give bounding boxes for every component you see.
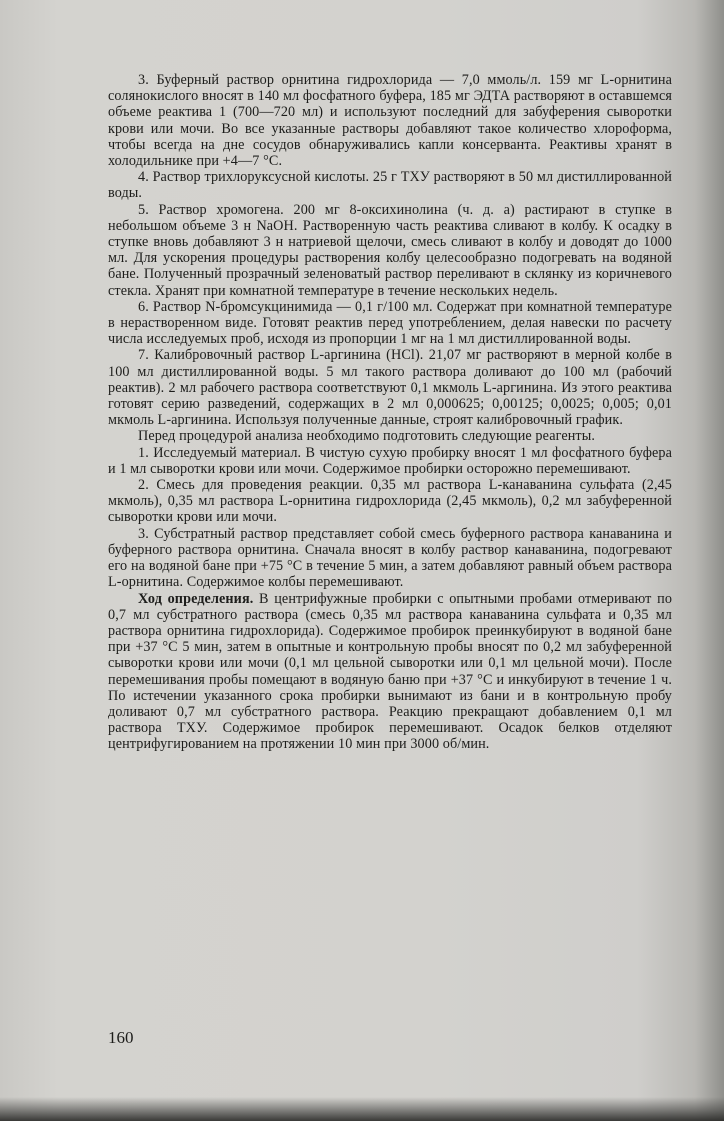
- paragraph-calibration-solution: 7. Калибровочный раствор L-аргинина (НСl). 21,07 мг растворяют в мерной колбе в 100 мл дистиллированной воды. 5 мл такого раствора доливают до 100 мл (рабочий реактив). 2 мл рабочего раствора соответствуют 0,1 мкмоль L-аргинина. Из этого реактива готовят серию разведений, содержащих в 2 мл 0,000625; 0,00125; 0,0025; 0,005; 0,01 мкмоль L-аргинина. Используя полученные данные, строят калибровочный график.: [108, 347, 672, 429]
- paragraph-procedure: [108, 591, 672, 753]
- procedure-text: В центрифужные пробирки с опытными пробами отмеривают по 0,7 мл субстратного раствора (смесь 0,35 мл раствора канаванина сульфата и 0,35 мл раствора орнитина гидрохлорида). Содержимое пробирок преинкубируют в водяной бане при +37 °С 5 мин, затем в опытные и контрольную пробы вносят по 0,2 мл забуференной сыворотки крови или мочи (0,1 мл цельной сыворотки или 0,1 мл цельной мочи). После перемешивания пробы помещают в водяную баню при +37 °С и инкубируют в течение 1 ч. По истечении указанного срока пробирки вынимают из бани и в контрольную пробу доливают 0,7 мл субстратного раствора. Реакцию прекращают добавлением 0,1 мл раствора ТХУ. Содержимое пробирок перемешивают. Осадок белков отделяют центрифугированием на протяжении 10 мин при 3000 об/мин.: [108, 590, 673, 753]
- page-number: 160: [108, 1028, 134, 1047]
- paragraph-reagents-intro: Перед процедурой анализа необходимо подготовить следующие реагенты.: [138, 428, 595, 445]
- paragraph-chromogen-solution: 5. Раствор хромогена. 200 мг 8-оксихинолина (ч. д. а) растирают в ступке в небольшом объеме 3 н NaOH. Растворенную часть реактива сливают в колбу. К осадку в ступке вновь добавляют 3 н натриевой щелочи, смесь сливают в колбу и доводят до 1000 мл. Для ускорения процедуры растворения колбу целесообразно подогревать на водяной бане. Полученный прозрачный зеленоватый раствор переливают в склянку из коричневого стекла. Хранят при комнатной температуре в течение нескольких недель.: [108, 201, 672, 299]
- procedure-heading: Ход определения.: [138, 590, 254, 607]
- paragraph-tca-solution: 4. Раствор трихлоруксусной кислоты. 25 г ТХУ растворяют в 50 мл дистиллированной воды.: [108, 169, 672, 202]
- paragraph-substrate-solution: 3. Субстратный раствор представляет собой смесь буферного раствора канаванина и буферного раствора орнитина. Сначала вносят в колбу раствор канаванина, подогревают его на водяной бане при +75 °С в течение 5 мин, а затем добавляют равный объем раствора L-орнитина. Содержимое колбы перемешивают.: [108, 525, 672, 591]
- paragraph-nbs-solution: 6. Раствор N-бромсукцинимида — 0,1 г/100 мл. Содержат при комнатной температуре в нерастворенном виде. Готовят реактив перед употреблением, делая навески по расчету числа исследуемых проб, исходя из пропорции 1 мг на 1 мл дистиллированной воды.: [108, 298, 672, 348]
- page-bottom-shadow: [0, 1097, 724, 1121]
- paragraph-reaction-mixture: 2. Смесь для проведения реакции. 0,35 мл раствора L-канаванина сульфата (2,45 мкмоль), 0,35 мл раствора L-орнитина гидрохлорида (2,45 мкмоль), 0,2 мл забуференной сыворотки крови или мочи.: [108, 477, 672, 526]
- paragraph-ornithine-buffer: 3. Буферный раствор орнитина гидрохлорида — 7,0 ммоль/л. 159 мг L-орнитина солянокислого вносят в 140 мл фосфатного буфера, 185 мг ЭДТА растворяют в оставшемся объеме реактива 1 (700—720 мл) и используют последний для забуферения сыворотки крови или мочи. Во все указанные растворы добавляют такое количество хлороформа, чтобы всегда на дне сосудов обнаруживались капли консерванта. Реактивы хранят в холодильнике при +4—7 °С.: [108, 72, 672, 170]
- page-body-text: [108, 72, 672, 753]
- paragraph-test-material: 1. Исследуемый материал. В чистую сухую пробирку вносят 1 мл фосфатного буфера и 1 мл сыворотки крови или мочи. Содержимое пробирки осторожно перемешивают.: [108, 444, 672, 477]
